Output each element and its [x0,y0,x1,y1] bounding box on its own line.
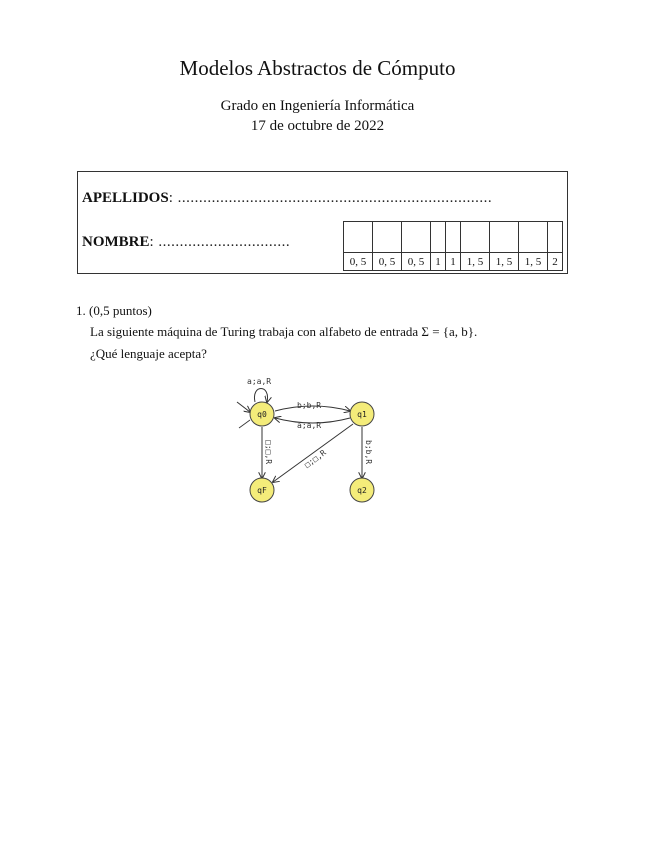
surname-dots: : .......................................................................... [168,190,493,206]
grade-points: 0, 5 [373,253,402,271]
question-1-statement: La siguiente máquina de Turing trabaja con alfabeto de entrada Σ = {a, b}. [90,324,478,339]
grade-cell[interactable] [373,222,402,253]
state-q0-label: q0 [257,410,267,419]
q1-q0-label: a;a,R [297,421,322,430]
grade-points: 0, 5 [402,253,431,271]
q0-qF-label: □;□,R [264,440,273,465]
student-id-box [77,171,568,274]
grade-points: 0, 5 [344,253,373,271]
grade-cell[interactable] [402,222,431,253]
q1-qF-label: □;□,R [302,448,328,470]
grade-cell[interactable] [490,222,519,253]
start-arrow [237,402,250,412]
state-q0 [250,402,274,426]
grade-cell[interactable] [344,222,373,253]
q1-q2-label: b;b,R [364,440,373,465]
exam-date: 17 de octubre de 2022 [250,118,385,134]
name-field[interactable] [82,234,290,251]
grade-cell[interactable] [519,222,548,253]
q0-loop-edge [254,389,267,403]
grade-points: 2 [548,253,563,271]
turing-machine-diagram [225,368,385,508]
grade-points: 1 [431,253,446,271]
grade-points: 1, 5 [461,253,490,271]
q0-q1-label: b;b,R [297,401,322,410]
grade-points: 1, 5 [490,253,519,271]
degree-subtitle: Grado en Ingeniería Informática [220,98,415,114]
grade-cell[interactable] [461,222,490,253]
state-q1 [350,402,374,426]
question-1-prompt: ¿Qué lenguaje acepta? [90,346,207,361]
grade-cell[interactable] [431,222,446,253]
state-q2 [350,478,374,502]
q1-qF-edge [273,424,353,482]
grade-cell[interactable] [548,222,563,253]
surname-label: APELLIDOS [82,190,169,206]
grade-table [343,221,563,271]
q0-loop-label: a;a,R [247,377,272,386]
state-q1-label: q1 [357,410,367,419]
grade-cell[interactable] [446,222,461,253]
question-1-header [76,303,152,319]
state-qF [250,478,274,502]
state-q2-label: q2 [357,486,367,495]
grade-points: 1, 5 [519,253,548,271]
question-points: (0,5 puntos) [89,303,152,318]
grade-points: 1 [446,253,461,271]
state-qF-label: qF [257,486,267,495]
name-dots: : ............................... [149,234,291,250]
question-number: 1. [76,303,86,318]
surname-field[interactable] [82,190,492,207]
page-title: Modelos Abstractos de Cómputo [179,56,456,80]
name-label: NOMBRE [82,234,150,250]
start-arrow-tail [239,420,250,428]
